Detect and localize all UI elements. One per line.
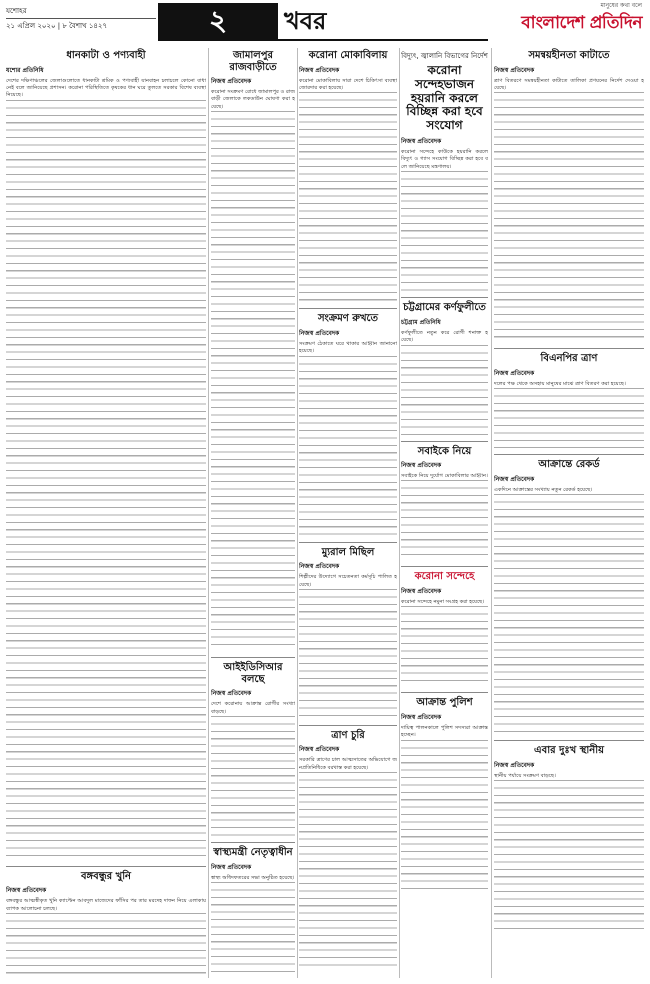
article-divider	[401, 441, 488, 442]
page-header	[0, 0, 650, 42]
article	[299, 730, 397, 972]
article-lead: করোনা সন্দেহে কাউকে হয়রানি করলে বিদ্যুৎ ও গ্যাস সংযোগ বিচ্ছিন্ন করা হবে বলে জানিয়েছে মন্ত্রণালয়।	[401, 148, 488, 170]
article-headline: জামালপুর রাজবাড়ীতে	[229, 50, 277, 73]
article-body	[401, 171, 488, 291]
article-byline: নিজস্ব প্রতিবেদক	[211, 78, 252, 85]
header-rule	[158, 39, 488, 41]
article	[401, 446, 488, 561]
article-headline: আইইডিসিআর বলছে	[223, 662, 283, 685]
article-body	[401, 606, 488, 686]
article-byline: নিজস্ব প্রতিবেদক	[494, 761, 535, 769]
dateline-rule	[6, 18, 156, 19]
article-headline: চট্টগ্রামের কর্ণফুলীতে	[403, 302, 486, 314]
article-byline: নিজস্ব প্রতিবেদক	[211, 690, 252, 698]
article-lead: একদিনে আক্রান্তের সংখ্যায় নতুন রেকর্ড হয়েছে।	[494, 486, 593, 493]
article-body	[401, 740, 488, 890]
article-divider	[299, 725, 397, 726]
article-divider	[211, 657, 295, 658]
article	[494, 745, 644, 930]
article-headline: আক্রান্ত পুলিশ	[416, 697, 473, 709]
article-divider	[211, 842, 295, 843]
article-divider	[401, 692, 488, 693]
article-lead: স্থানীয় পর্যায়ে সংক্রমণ বাড়ছে।	[494, 772, 556, 779]
article-divider	[494, 348, 644, 349]
article	[6, 871, 206, 978]
article-body	[299, 589, 397, 719]
article	[494, 353, 644, 448]
article-headline: করোনা মোকাবিলায়	[308, 50, 388, 61]
article-headline: বিএনপির ত্রাণ	[540, 353, 598, 365]
section-title: খবর	[284, 7, 327, 35]
article-headline: আক্রান্তে রেকর্ড	[538, 459, 600, 471]
article-body	[211, 111, 295, 651]
article-divider	[299, 308, 397, 309]
article	[299, 313, 397, 535]
dateline-city: যশোহর	[6, 7, 27, 15]
article-body	[211, 882, 295, 978]
article-body	[494, 388, 644, 448]
article-kicker: বিদ্যুৎ, জ্বালানি বিভাগের নির্দেশ	[401, 52, 488, 60]
article-headline: করোনা সন্দেহে	[414, 571, 475, 583]
article-headline: এবার দুঃখ স্থানীয়	[534, 745, 604, 757]
article-byline: নিজস্ব প্রতিবেদক	[494, 369, 535, 377]
article-body	[211, 716, 295, 836]
article	[401, 697, 488, 889]
article-headline: ম্যুরাল মিছিল	[321, 546, 375, 558]
article-byline: নিজস্ব প্রতিবেদক	[401, 462, 442, 470]
column-2	[211, 48, 295, 978]
article	[401, 571, 488, 686]
article-lead: সরকারি ত্রাণের চাল আত্মসাতের অভিযোগে জনপ্রতিনিধিকে বরখাস্ত করা হয়েছে।	[299, 757, 397, 771]
article-headline: বঙ্গবন্ধুর খুনি	[80, 870, 132, 882]
masthead-name: বাংলাদেশ প্রতিদিন	[521, 13, 642, 33]
article-byline: নিজস্ব প্রতিবেদক	[6, 887, 47, 895]
column-1	[6, 48, 206, 978]
article-body	[299, 92, 397, 302]
article-byline: চট্টগ্রাম প্রতিনিধি	[401, 318, 441, 326]
column-divider	[297, 48, 298, 978]
article-byline: নিজস্ব প্রতিবেদক	[299, 746, 340, 754]
article-lead: দলের পক্ষ থেকে অসহায় মানুষের মাঝে ত্রাণ বিতরণ করা হয়েছে।	[494, 380, 626, 387]
dateline-date: ২১ এপ্রিল ২০২০ | ৮ বৈশাখ ১৪২৭	[6, 22, 108, 30]
article-lead: বঙ্গবন্ধুর আত্মস্বীকৃত খুনি ক্যাপ্টেন আবদুল মাজেদের ফাঁসির পর তার মরদেহ দাফন নিয়ে এলাকায় ব্যাপক আলোচনা চলছে।	[6, 898, 206, 912]
masthead-tagline: মানুষের কথা বলে	[600, 2, 642, 9]
article-body	[401, 345, 488, 435]
article-byline: নিজস্ব প্রতিবেদক	[299, 66, 340, 74]
article	[494, 459, 644, 734]
article-headline: করোনা সন্দেহভাজন হয়রানি করলে বিচ্ছিন্ন করা হবে সংযোগ	[406, 63, 483, 133]
article-headline: স্বাস্থ্যমন্ত্রী নেতৃত্বাধীন	[213, 847, 293, 859]
article-headline: সমন্বয়হীনতা কাটাতে	[528, 50, 610, 61]
article-divider	[401, 566, 488, 567]
article	[6, 50, 206, 860]
article-byline: নিজস্ব প্রতিবেদক	[299, 563, 340, 571]
article-lead: করোনা মোকাবিলায় সারা দেশে চিকিৎসা ব্যবস্থা জোরদার করা হয়েছে।	[299, 77, 397, 91]
article-headline: ত্রাণ চুরি	[331, 729, 365, 741]
article-divider	[494, 454, 644, 455]
article-byline: নিজস্ব প্রতিবেদক	[401, 587, 442, 595]
article-lead: কর্ণফুলীতে নতুন করে রোগী শনাক্ত হয়েছে।	[401, 329, 488, 344]
article-lead: সংক্রমণ ঠেকাতে ঘরে থাকার আহ্বান জানানো হয়েছে।	[299, 340, 397, 355]
article-byline: নিজস্ব প্রতিবেদক	[494, 66, 535, 74]
article	[211, 847, 295, 978]
article-headline: ধানকাটা ও পণ্যবাহী	[66, 50, 146, 61]
column-divider	[208, 48, 209, 978]
article	[211, 662, 295, 836]
article-lead: দেশে করোনায় আক্রান্ত রোগীর সংখ্যা বাড়ছে।	[211, 701, 295, 715]
article-body	[299, 356, 397, 536]
article-lead: শিল্পীদের উদ্যোগে সচেতনতা কর্মসূচি পালিত হয়েছে।	[299, 574, 397, 588]
article-divider	[401, 297, 488, 298]
article-lead: দায়িত্ব পালনকালে পুলিশ সদস্যরা আক্রান্ত হচ্ছেন।	[401, 724, 488, 739]
article-body	[494, 494, 644, 734]
column-3	[299, 48, 397, 978]
article-body	[6, 913, 206, 978]
article-body	[494, 92, 644, 342]
article	[299, 547, 397, 719]
article-body	[299, 772, 397, 972]
article-lead: করোনা সংক্রমণ রোধে জামালপুর ও রাজবাড়ী জেলাকে লকডাউন ঘোষণা করা হয়েছে।	[211, 89, 295, 110]
article	[401, 302, 488, 434]
masthead	[492, 2, 642, 38]
article-byline: নিজস্ব প্রতিবেদক	[211, 863, 252, 871]
article-divider	[299, 542, 397, 543]
article-byline: নিজস্ব প্রতিবেদক	[401, 713, 442, 721]
article-lead: সবাইকে নিয়ে দুর্যোগ মোকাবিলার আহ্বান।	[401, 473, 488, 480]
article-byline: নিজস্ব প্রতিবেদক	[401, 137, 442, 145]
article-lead: ত্রাণ বিতরণে সমন্বয়হীনতা কাটাতে তালিকা প্রণয়নের নির্দেশ দেওয়া হয়েছে।	[494, 77, 644, 91]
dateline	[6, 6, 156, 31]
article	[211, 50, 295, 651]
article-byline: নিজস্ব প্রতিবেদক	[494, 475, 535, 483]
article-byline: যশোর প্রতিনিধি	[6, 66, 44, 74]
column-divider	[491, 48, 492, 978]
page-number: ২	[158, 3, 278, 39]
column-5	[494, 48, 644, 978]
article-lead: স্বাস্থ্য অধিদফতরের সভা অনুষ্ঠিত হয়েছে।	[211, 874, 295, 881]
article	[401, 50, 488, 291]
article-divider	[6, 866, 206, 867]
column-4	[401, 48, 488, 978]
article-body	[494, 780, 644, 930]
article	[494, 50, 644, 342]
article-lead: করোনা সন্দেহে নমুনা সংগ্রহ করা হয়েছে।	[401, 598, 485, 605]
article-body	[6, 100, 206, 860]
article-body	[401, 480, 488, 560]
article-headline: সংক্রমণ রুখতে	[317, 313, 379, 325]
article-divider	[494, 740, 644, 741]
column-divider	[399, 48, 400, 978]
article-headline: সবাইকে নিয়ে	[417, 445, 472, 457]
article-byline: নিজস্ব প্রতিবেদক	[299, 329, 340, 337]
article-lead: দেশের দক্ষিণাঞ্চলের জেলাগুলোতে ধানকাটা শ্রমিক ও পণ্যবাহী যানবাহন চলাচলে কোনো বাধা নেই বলে জানিয়েছে প্রশাসন। করোনা পরিস্থিতিতে কৃষকের ধান ঘরে তুলতে সরকার বিশেষ ব্যবস্থা নিয়েছে।	[6, 77, 206, 99]
article	[299, 50, 397, 302]
